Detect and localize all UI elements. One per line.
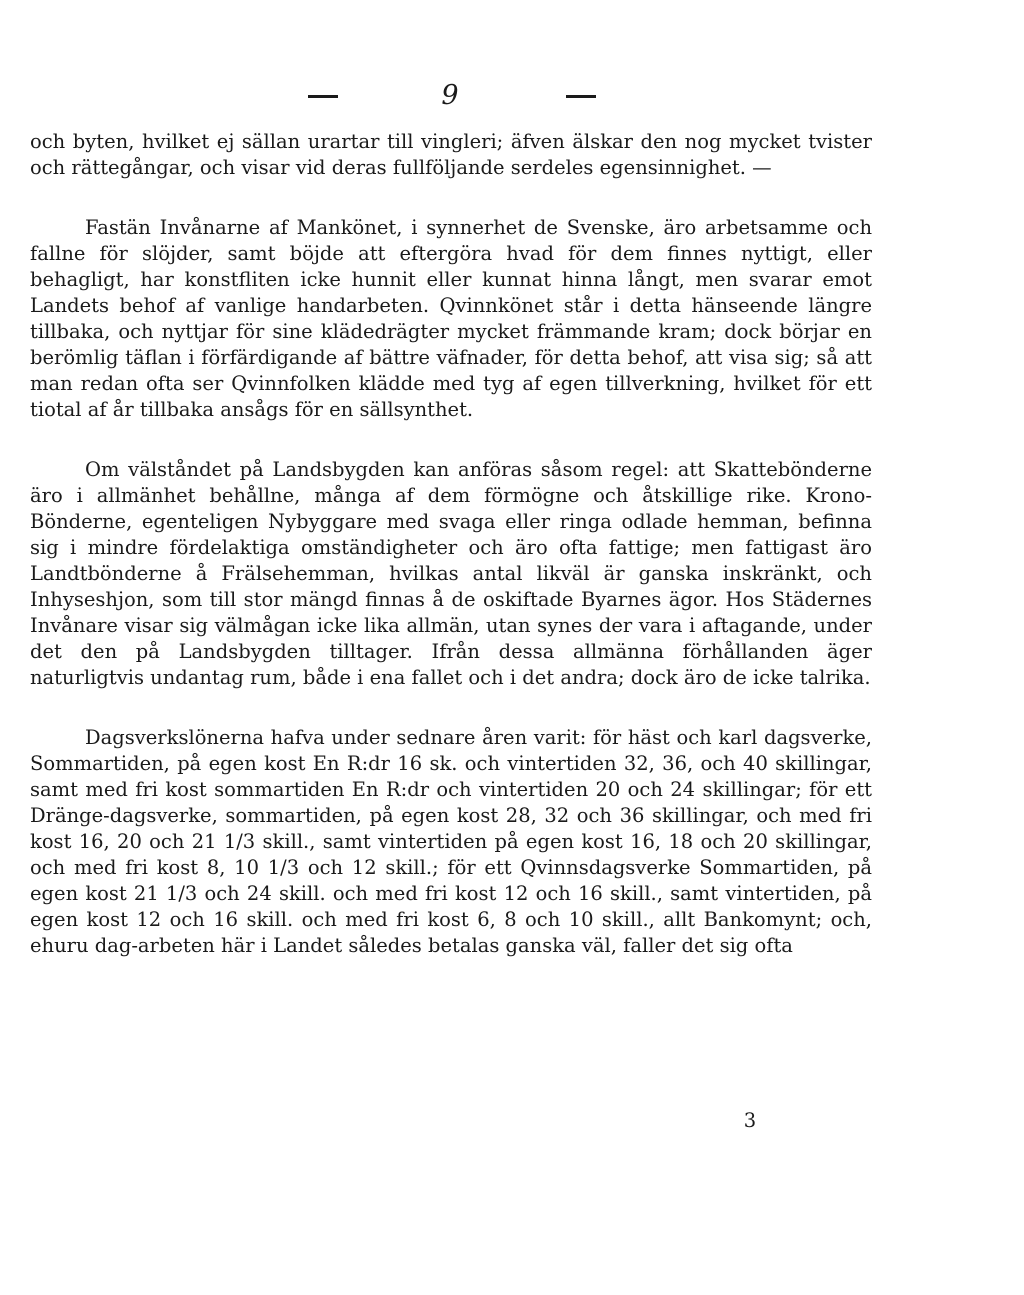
paragraph-crafts: Fastän Invånarne af Mankönet, i synnerhet de Svenske, äro arbetsamme och fallne för slöjder, samt böjde att eftergöra hvad för dem finnes nyttigt, eller behagligt, har konstfliten icke hunnit eller kunnat hinna långt, men svarar emot Landets behof af vanlige handarbeten. Qvinnkönet står i detta hänseende längre tillbaka, och nyttjar för sine klädedrägter mycket främmande kram; dock börjar en berömlig täflan i förfärdigande af bättre väfnader, för detta behof, att visa sig; så att man redan ofta ser Qvinnfolken klädde med tyg af egen tillverkning, hvilket för ett tiotal af år tillbaka ansågs för en sällsynthet. (30, 216, 872, 421)
page-number: 9 (441, 80, 459, 111)
header-dash-right (566, 95, 596, 98)
paragraph-wages: Dagsverkslönerna hafva under sednare åren varit: för häst och karl dagsverke, Sommartiden, på egen kost En R:dr 16 sk. och vintertiden 32, 36, och 40 skillingar, samt med fri kost sommartiden En R:dr och vintertiden 20 och 24 skillingar; för ett Dränge-dagsverke, sommartiden, på egen kost 28, 32 och 36 skillingar, och med fri kost 16, 20 och 21 1/3 skill., samt vintertiden på egen kost 16, 18 och 20 skillingar, och med fri kost 8, 10 1/3 och 12 skill.; för ett Qvinnsdagsverke Sommartiden, på egen kost 21 1/3 och 24 skill. och med fri kost 12 och 16 skill., samt vintertiden, på egen kost 12 och 16 skill. och med fri kost 6, 8 och 10 skill., allt Bankomynt; och, ehuru dag-arbeten här i Landet således betalas ganska väl, faller det sig ofta (30, 726, 872, 957)
page-header (300, 76, 600, 116)
paragraph-prosperity: Om välståndet på Landsbygden kan anföras såsom regel: att Skattebönderne äro i allmänhet behållne, många af dem förmögne och åtskillige rike. Krono-Bönderne, egenteligen Nybyggare med svaga eller ringa odlade hemman, befinna sig i mindre fördelaktiga omständigheter och äro ofta fattige; men fattigast äro Landtbönderne å Frälsehemman, hvilkas antal likväl är ganska inskränkt, och Inhyseshjon, som till stor mängd finnas å de oskiftade Byarnes ägor. Hos Städernes Invånare visar sig välmågan icke lika allmän, utan synes der vara i aftagande, under det den på Landsbygden tilltager. Ifrån dessa allmänna förhållanden äger naturligtvis undantag rum, både i ena fallet och i det andra; dock äro de icke talrika. (30, 458, 872, 689)
catchword: 3 (743, 1109, 757, 1132)
body-text (30, 129, 872, 993)
paragraph-continuation: och byten, hvilket ej sällan urartar till vingleri; äfven älskar den nog mycket tvister och rättegångar, och visar vid deras fullföljande serdeles egensinnighet. — (30, 130, 872, 179)
